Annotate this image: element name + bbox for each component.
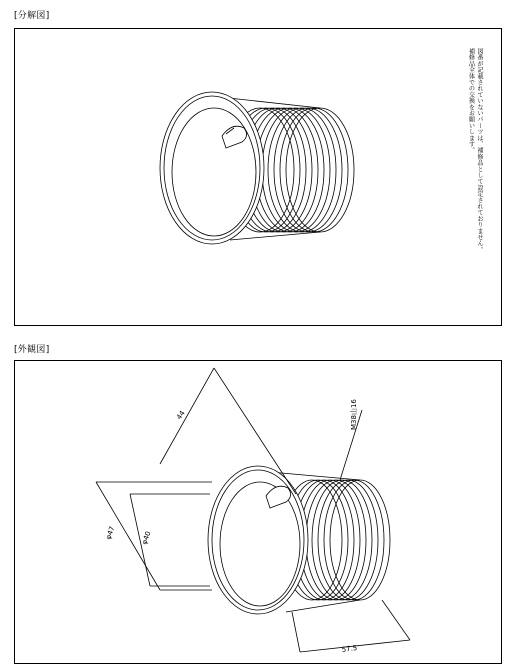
dim-thread: M38山16 <box>350 399 358 430</box>
dim-length: 57.5 <box>341 643 358 654</box>
exterior-view-frame <box>14 360 502 664</box>
exterior-view-title: [外観図] <box>14 345 50 355</box>
dim-44: 44 <box>175 409 187 422</box>
exploded-view-title: [分解図] <box>14 11 50 21</box>
note-line-2: 補修品全体での交換をお願いします。 <box>467 48 475 154</box>
dim-47: φ47 <box>104 525 117 541</box>
exploded-part-drawing <box>160 92 354 244</box>
note-line-1: 図番が記載されていないパーツは、補修品として設定されておりません。 <box>476 48 483 253</box>
dim-40: φ40 <box>140 530 153 546</box>
